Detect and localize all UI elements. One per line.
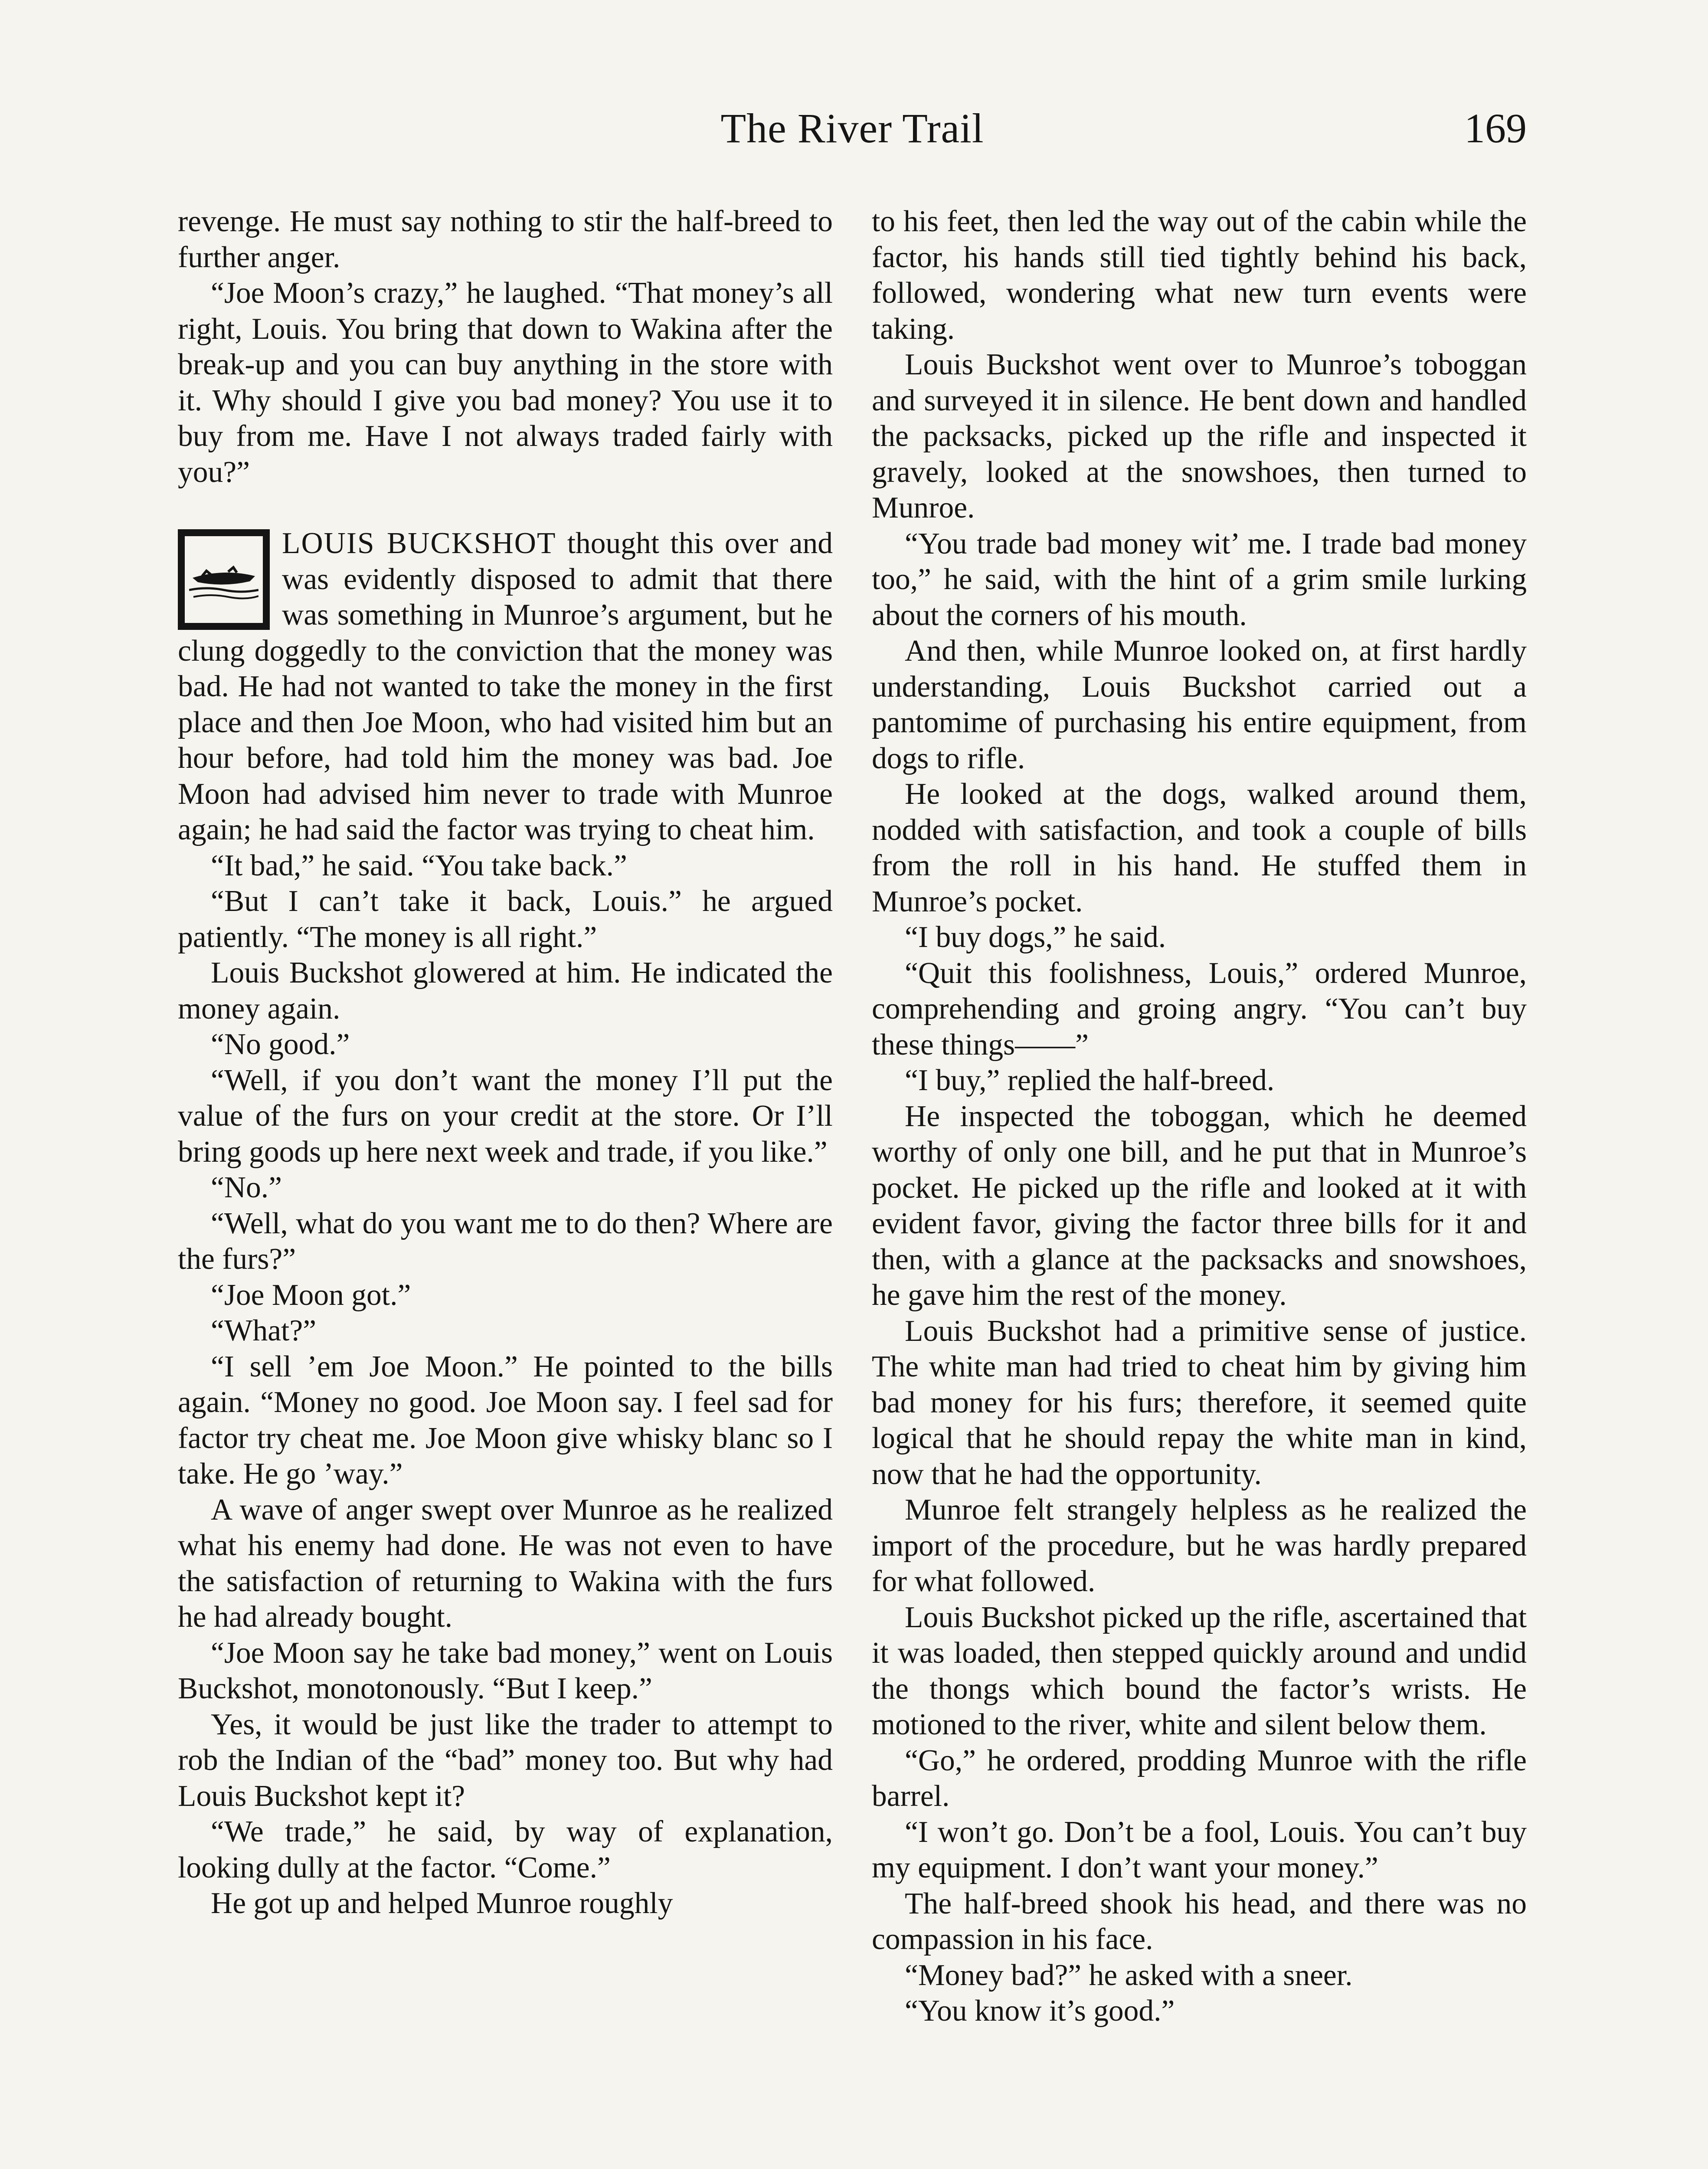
paragraph: “Well, what do you want me to do then? Where are the furs?”: [178, 1206, 833, 1276]
paragraph: “Joe Moon’s crazy,” he laughed. “That money’s all right, Louis. You bring that down to Wakina after the break-up and you can buy anything in the store with it. Why should I give you bad money? You use it to buy from me. Have I not always traded fairly with you?”: [178, 276, 833, 489]
paragraph: “Joe Moon got.”: [211, 1278, 411, 1312]
paragraph: “Go,” he ordered, prodding Munroe with the rifle barrel.: [872, 1743, 1527, 1813]
paragraph: “Joe Moon say he take bad money,” went on Louis Buckshot, monotonously. “But I keep.”: [178, 1636, 833, 1705]
paragraph: “Money bad?” he asked with a sneer.: [905, 1958, 1353, 1992]
paragraph: Louis Buckshot had a primitive sense of justice. The white man had tried to cheat him by giving him bad money for his furs; therefore, it seemed quite logical that he should repay the white man in kind, now that he had the opportunity.: [872, 1314, 1527, 1491]
right-column: [872, 204, 1527, 2029]
paragraph: Louis Buckshot went over to Munroe’s toboggan and surveyed it in silence. He bent down and handled the packsacks, picked up the rifle and inspected it gravely, looked at the snowshoes, then turned to Munroe.: [872, 348, 1527, 524]
paragraph: He looked at the dogs, walked around them, nodded with satisfaction, and took a couple of bills from the roll in his hand. He stuffed them in Munroe’s pocket.: [872, 777, 1527, 918]
paragraph: revenge. He must say nothing to stir the half-breed to further anger.: [178, 205, 833, 274]
paragraph: A wave of anger swept over Munroe as he realized what his enemy had done. He was not even to have the satisfaction of returning to Wakina with the furs he had already bought.: [178, 1493, 833, 1634]
paragraph: “You know it’s good.”: [905, 1994, 1175, 2028]
dropcap-paragraph: [178, 526, 833, 848]
paragraph: Munroe felt strangely helpless as he realized the import of the procedure, but he was hardly prepared for what followed.: [872, 1493, 1527, 1598]
paragraph: Louis Buckshot picked up the rifle, ascertained that it was loaded, then stepped quickly around and undid the thongs which bound the factor’s wrists. He motioned to the river, white and silent below them.: [872, 1600, 1527, 1741]
paragraph: “We trade,” he said, by way of explanation, looking dully at the factor. “Come.”: [178, 1815, 833, 1884]
paragraph: “You trade bad money wit’ me. I trade bad money too,” he said, with the hint of a grim smile lurking about the corners of his mouth.: [872, 527, 1527, 632]
paragraph: “Well, if you don’t want the money I’ll put the value of the furs on your credit at the store. Or I’ll bring goods up here next week and trade, if you like.”: [178, 1063, 833, 1169]
paragraph: “It bad,” he said. “You take back.”: [211, 849, 627, 882]
paragraph: Louis Buckshot glowered at him. He indicated the money again.: [178, 956, 833, 1026]
running-header: [178, 104, 1527, 174]
paragraph: to his feet, then led the way out of the cabin while the factor, his hands still tied tightly behind his back, followed, wondering what new turn events were taking.: [872, 205, 1527, 346]
paragraph: “I won’t go. Don’t be a fool, Louis. You can’t buy my equipment. I don’t want your money.”: [872, 1815, 1527, 1884]
page-number: 169: [1464, 105, 1527, 151]
paragraph: Yes, it would be just like the trader to attempt to rob the Indian of the “bad” money too. But why had Louis Buckshot kept it?: [178, 1707, 833, 1813]
left-column: [178, 204, 833, 1922]
paragraph: “No.”: [211, 1171, 282, 1204]
paragraph: “No good.”: [211, 1028, 350, 1061]
paragraph: The half-breed shook his head, and there was no compassion in his face.: [872, 1887, 1527, 1956]
paragraph: “I sell ’em Joe Moon.” He pointed to the bills again. “Money no good. Joe Moon say. I feel sad for factor try cheat me. Joe Moon give whisky blanc so I take. He go ’way.”: [178, 1350, 833, 1491]
lead-in-smallcaps: LOUIS BUCKSHOT: [282, 527, 556, 560]
paragraph: “I buy,” replied the half-breed.: [905, 1064, 1275, 1097]
paragraph: “I buy dogs,” he said.: [905, 921, 1166, 954]
canoe-on-water-icon: [178, 529, 270, 630]
running-title: The River Trail: [720, 105, 984, 151]
paragraph: “What?”: [211, 1314, 317, 1347]
paragraph: And then, while Munroe looked on, at first hardly understanding, Louis Buckshot carried out a pantomime of purchasing his entire equipment, from dogs to rifle.: [872, 634, 1527, 775]
paragraph: He got up and helped Munroe roughly: [211, 1887, 673, 1920]
paragraph: “Quit this foolishness, Louis,” ordered Munroe, comprehending and groing angry. “You can’t buy these things——”: [872, 956, 1527, 1062]
paragraph: He inspected the toboggan, which he deemed worthy of only one bill, and he put that in Munroe’s pocket. He picked up the rifle and looked at it with evident favor, giving the factor three bills for it and then, with a glance at the packsacks and snowshoes, he gave him the rest of the money.: [872, 1099, 1527, 1312]
paragraph-text: thought this over and was evidently disposed to admit that there was something in Munroe’s argument, but he clung doggedly to the conviction that the money was bad. He had not wanted to take the money in the first place and then Joe Moon, who had visited him but an hour before, had told him the money was bad. Joe Moon had advised him never to trade with Munroe again; he had said the factor was trying to cheat him.: [178, 527, 833, 846]
paragraph: “But I can’t take it back, Louis.” he argued patiently. “The money is all right.”: [178, 885, 833, 954]
